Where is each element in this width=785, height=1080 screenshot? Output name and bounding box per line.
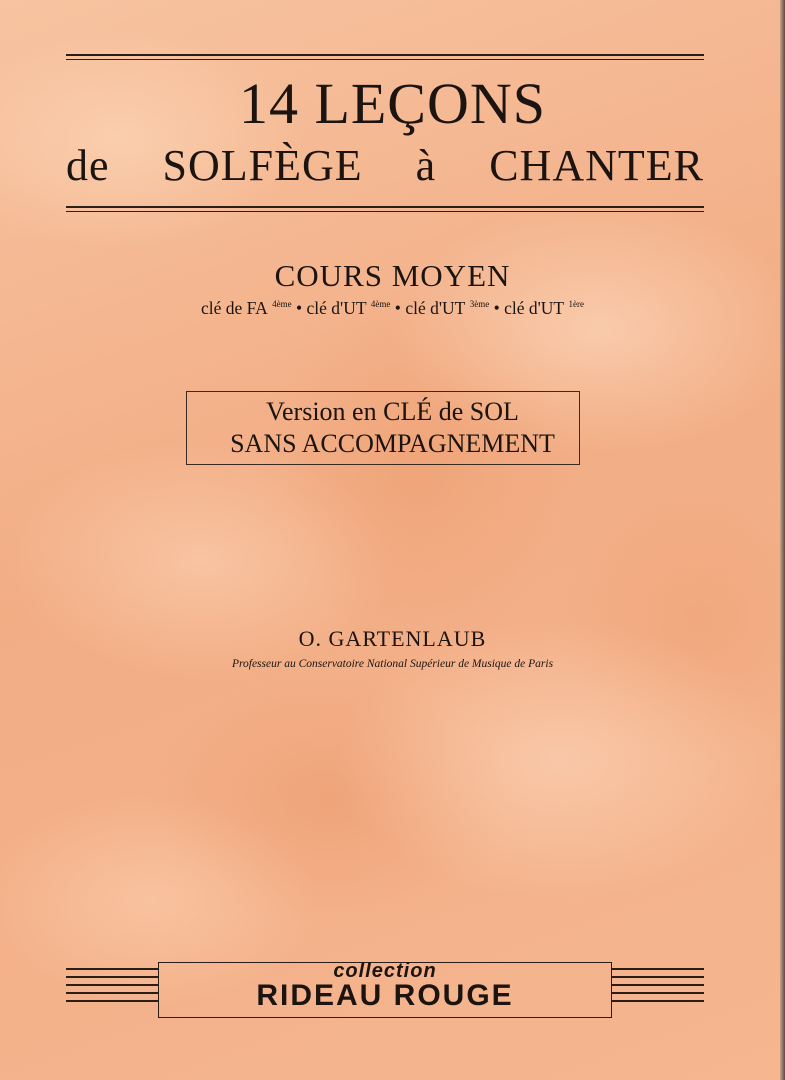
cover-edge: [780, 0, 785, 1080]
author-name: O. GARTENLAUB: [298, 626, 487, 651]
version-line-2: SANS ACCOMPAGNEMENT: [230, 429, 555, 458]
title-line-2: de SOLFÈGE à CHANTER: [66, 141, 704, 190]
collection-lines-left: [66, 968, 158, 1010]
collection-lines-right: [612, 968, 704, 1010]
clef-1: clé de FA $^{4ème}$: [201, 298, 292, 318]
clef-3: clé d'UT $^{3ème}$: [405, 298, 490, 318]
collection-name: RIDEAU ROUGE: [256, 979, 514, 1012]
clefs-line: [0, 298, 785, 319]
title-line-1: 14 LEÇONS: [238, 71, 547, 136]
version-line-1: Version en CLÉ de SOL: [266, 397, 519, 426]
bullet-sep: •: [296, 298, 303, 318]
clef-2: clé d'UT $^{4ème}$: [306, 298, 391, 318]
course-level: COURS MOYEN: [274, 258, 511, 293]
clef-4: clé d'UT $^{1ère}$: [504, 298, 584, 318]
top-rule: [66, 54, 704, 56]
collection-label: collection: [333, 960, 437, 982]
bullet-sep: •: [493, 298, 500, 318]
title-bottom-rule: [66, 206, 704, 208]
bullet-sep: •: [394, 298, 401, 318]
author-title: Professeur au Conservatoire National Supérieur de Musique de Paris: [231, 658, 554, 670]
